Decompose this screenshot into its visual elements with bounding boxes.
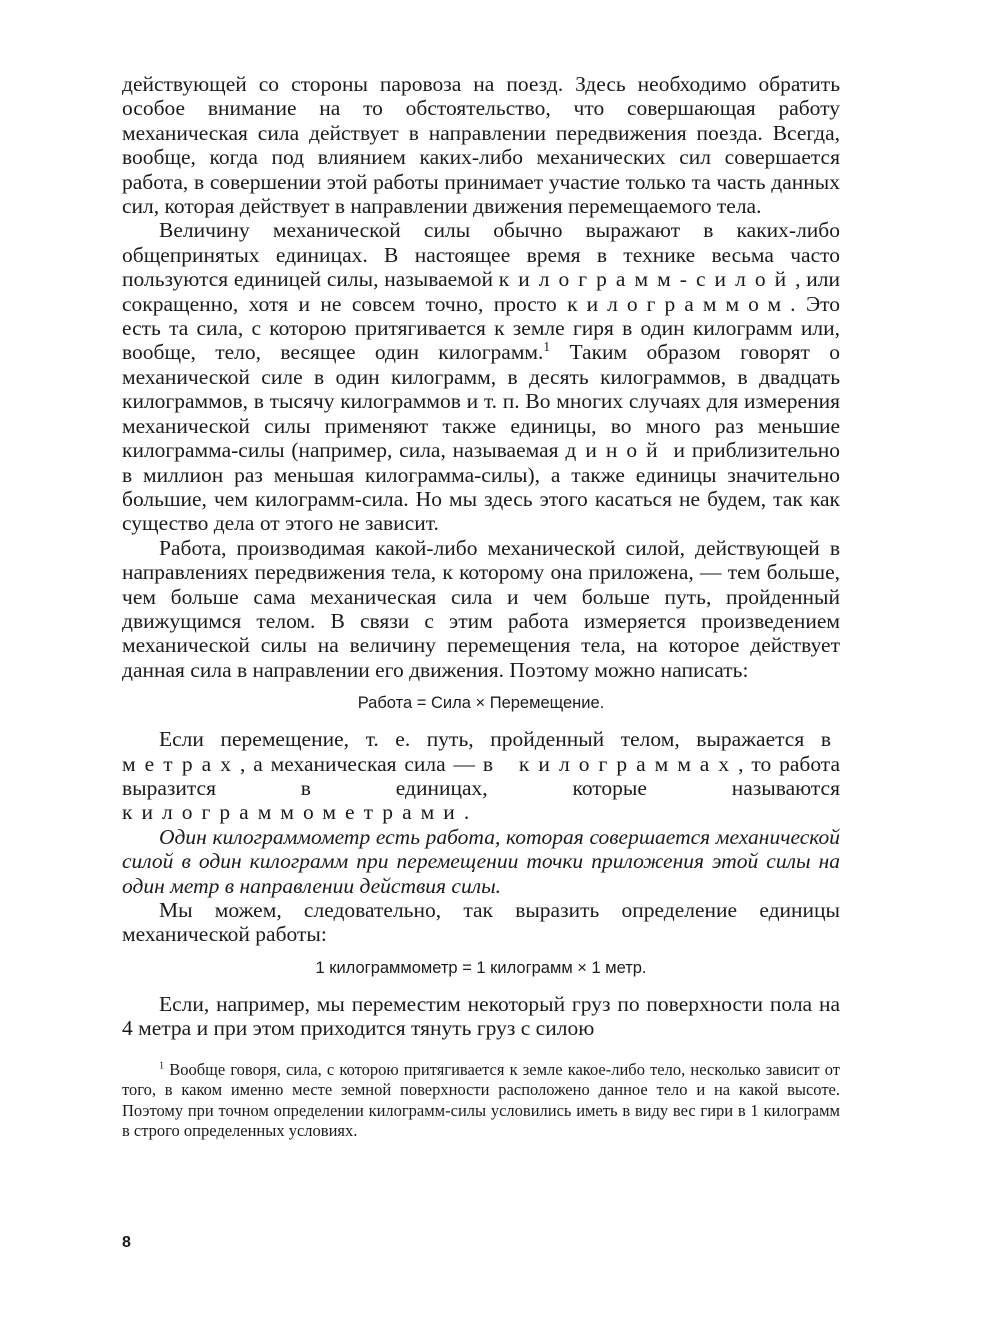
paragraph-3-text: Работа, производимая какой-либо механической силой, действующей в направлениях передвижения тела, к которому она приложена, — тем больше, чем больше сама механическая сила и чем больше путь, пройденный движущимся телом. В связи с этим работа измеряется произведением механической силы на величину перемещения тела, на которое действует данная сила в направлении его движения. Поэтому можно написать: xyxy=(122,535,840,682)
paragraph-1 xyxy=(122,72,840,218)
footnote-mark: 1 xyxy=(159,1060,165,1072)
definition-kilogrammeter: Один килограммометр есть работа, которая совершается механической силой в один килограмм при перемещении точки приложения этой силы на один метр в направлении действия силы. xyxy=(122,824,840,898)
paragraph-4-text-d: . xyxy=(463,800,470,825)
paragraph-2-text-a: Величину механической силы обычно выражают в каких-либо общепринятых единицах. В настоящее время в технике весьма часто пользуются единицей силы, называемой xyxy=(122,218,840,292)
paragraph-4-text-a: Если перемещение, т. е. путь, пройденный телом, выражается xyxy=(159,727,805,752)
paragraph-2-text-e: и приблизительно в миллион раз меньшая килограмма-силы), а также единицы значительно большие, чем килограмм-сила. Но мы здесь этого касаться не будем, так как существо дела от этого не зависит. xyxy=(122,438,840,536)
page-number: 8 xyxy=(122,1234,131,1251)
paragraph-7: Если, например, мы переместим некоторый груз по поверхности пола на 4 метра и при этом приходится тянуть груз с силою xyxy=(122,991,840,1041)
formula-work: Работа = Сила × Перемещение. xyxy=(357,694,605,713)
term-kilogram: килограммом xyxy=(567,291,791,316)
paragraph-2-text-c: . Это есть та сила, с которою притягивается к земле гиря в один килограмм или, вообще, тело, весящее один килограмм. xyxy=(122,291,841,365)
paragraph-6: Мы можем, следовательно, так выразить определение единицы механической работы: xyxy=(122,898,840,947)
paragraph-2 xyxy=(122,218,840,535)
term-kilogrammeters: килограммометрами xyxy=(122,800,464,825)
term-in-meters: в метрах xyxy=(122,727,840,776)
term-in-kilograms: в килограммах xyxy=(482,751,739,776)
paragraph-2-text-d: Таким образом говорят о механической силе в один килограмм, в десять килограммов, в двадцать килограммов, в тысячу килограммов и т. п. Во многих случаях для измерения механической силы применяют также единицы, во много раз меньшие килограмма-силы (например, сила, называемая xyxy=(122,340,840,463)
term-dyne: диной xyxy=(565,438,667,463)
paragraph-4-text-b: , а механическая сила — xyxy=(240,751,476,776)
footnote xyxy=(122,1060,840,1142)
paragraph-2-text-b: , или сокращенно, хотя и не совсем точно, просто xyxy=(122,267,840,316)
paragraph-3 xyxy=(122,536,840,682)
paragraph-1-text: действующей со стороны паровоза на поезд. Здесь необходимо обратить особое внимание на то обстоятельство, что совершающая работу механическая сила действует в направлении передвижения поезда. Всегда, вообще, когда под влиянием каких-либо механических сил совершается работа, в совершении этой работы принимает участие только та часть данных сил, которая действует в направлении движения перемещаемого тела. xyxy=(122,72,840,219)
formula-kilogrammeter: 1 килограммометр = 1 килограмм × 1 метр. xyxy=(315,958,647,977)
paragraph-4 xyxy=(122,727,840,825)
page-body xyxy=(122,72,840,1159)
paragraph-4-text-c: , то работа выразится в единицах, которые называются xyxy=(122,751,840,800)
footnote-text: Вообще говоря, сила, с которою притягивается к земле какое-либо тело, несколько зависит от того, в каком именно месте земной поверхности расположено данное тело и на какой высоте. Поэтому при точном определении килограмм-силы условились иметь в виду вес гири в 1 килограмм в строго определенных условиях. xyxy=(122,1059,841,1141)
term-kilogram-force: килограмм-силой xyxy=(498,267,796,292)
footnote-reference: 1 xyxy=(543,339,551,355)
